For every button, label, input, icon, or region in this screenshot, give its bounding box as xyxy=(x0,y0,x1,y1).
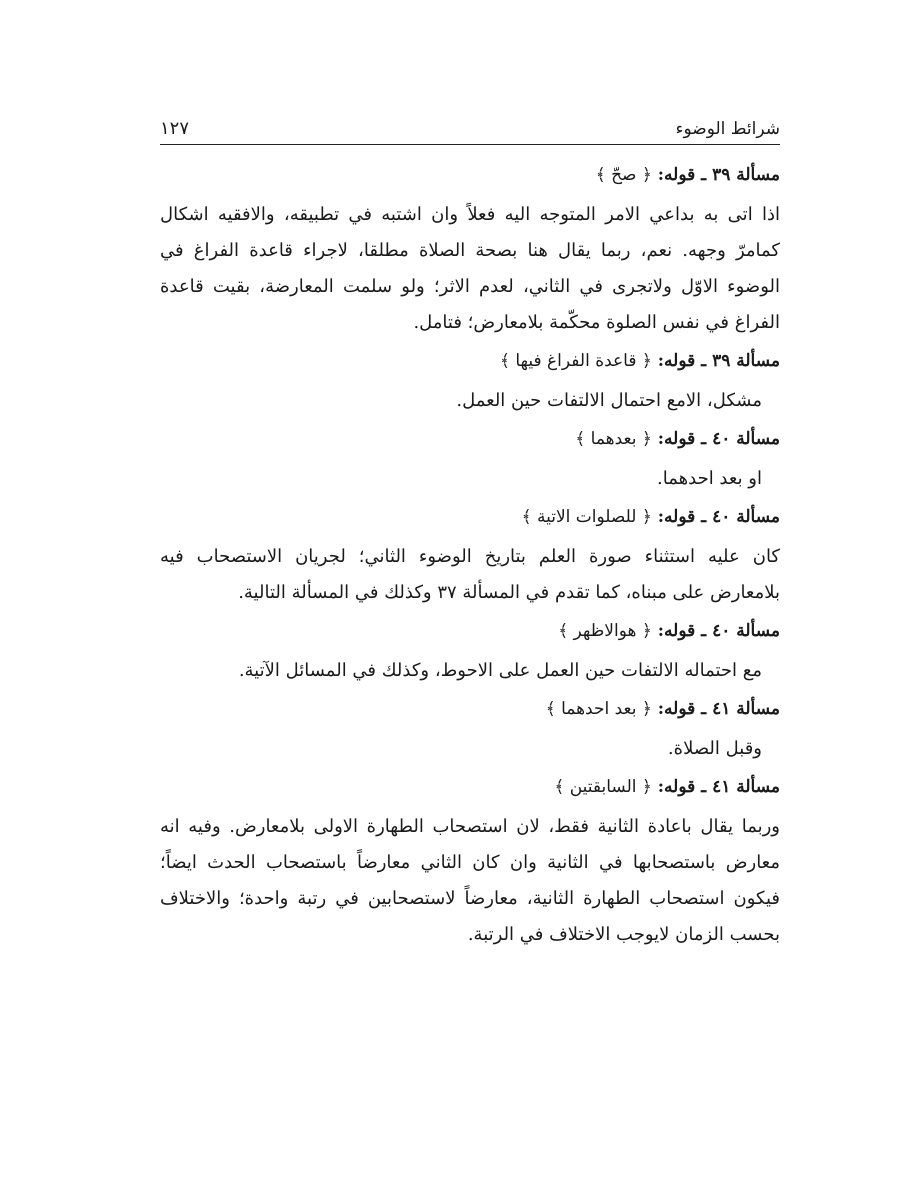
commentary-paragraph: مع احتماله الالتفات حين العمل على الاحوط، وكذلك في المسائل الآتية. xyxy=(238,660,762,681)
issue-heading xyxy=(160,421,780,457)
issue-heading xyxy=(160,499,780,535)
chapter-title: شرائط الوضوء xyxy=(675,119,780,139)
issue-heading xyxy=(160,769,780,805)
commentary-paragraph: وربما يقال باعادة الثانية فقط، لان استصحاب الطهارة الاولى بلامعارض. وفيه انه معارض باستصحابها في الثانية وان كان الثاني معارضاً باستصحاب الحدث ايضاً؛ فيكون استصحاب الطهارة الثانية، معارضاً لاستصحابين في رتبة واحدة؛ والاختلاف بحسب الزمان لايوجب الاختلاف في الرتبة. xyxy=(160,816,780,945)
page-number: ١٢٧ xyxy=(160,118,190,139)
commentary-paragraph: وقبل الصلاة. xyxy=(667,738,762,759)
commentary-paragraph: اذا اتى به بداعي الامر المتوجه اليه فعلاً وان اشتبه في تطبيقه، والافقيه اشكال كمامرّ وجهه. نعم، ربما يقال هنا بصحة الصلاة مطلقا، لاجراء قاعدة الفراغ في الوضوء الاوّل ولاتجرى في الثاني، لعدم الاثر؛ ولو سلمت المعارضة، بقيت قاعدة الفراغ في نفس الصلوة محكّمة بلامعارض؛ فتامل. xyxy=(160,204,780,333)
issue-label: مسألة ٤١ ـ قوله: xyxy=(657,699,780,719)
quoted-phrase: ﴿ السابقتين ﴾ xyxy=(554,777,652,797)
quoted-phrase: ﴿ صحّ ﴾ xyxy=(595,165,652,185)
issue-label: مسألة ٤١ ـ قوله: xyxy=(657,777,780,797)
issue-label: مسألة ٤٠ ـ قوله: xyxy=(657,429,780,449)
running-header xyxy=(160,118,780,145)
commentary-paragraph: مشكل، الامع احتمال الالتفات حين العمل. xyxy=(456,390,762,411)
quoted-phrase: ﴿ هوالاظهر ﴾ xyxy=(558,621,652,641)
issue-heading xyxy=(160,343,780,379)
book-page xyxy=(160,118,780,953)
commentary-paragraph: كان عليه استثناء صورة العلم بتاريخ الوضوء الثاني؛ لجريان الاستصحاب فيه بلامعارض على مبناه، كما تقدم في المسألة ٣٧ وكذلك في المسألة التالية. xyxy=(160,546,780,603)
issue-label: مسألة ٤٠ ـ قوله: xyxy=(657,621,780,641)
issue-label: مسألة ٣٩ ـ قوله: xyxy=(657,351,780,371)
issue-heading xyxy=(160,691,780,727)
quoted-phrase: ﴿ للصلوات الاتية ﴾ xyxy=(521,507,652,527)
quoted-phrase: ﴿ بعدهما ﴾ xyxy=(575,429,652,449)
issue-heading xyxy=(160,157,780,193)
issue-heading xyxy=(160,613,780,649)
quoted-phrase: ﴿ قاعدة الفراغ فيها ﴾ xyxy=(500,351,652,371)
issue-label: مسألة ٣٩ ـ قوله: xyxy=(657,165,780,185)
quoted-phrase: ﴿ بعد احدهما ﴾ xyxy=(545,699,652,719)
issue-label: مسألة ٤٠ ـ قوله: xyxy=(657,507,780,527)
page-body xyxy=(160,157,780,953)
commentary-paragraph: او بعد احدهما. xyxy=(657,468,762,489)
